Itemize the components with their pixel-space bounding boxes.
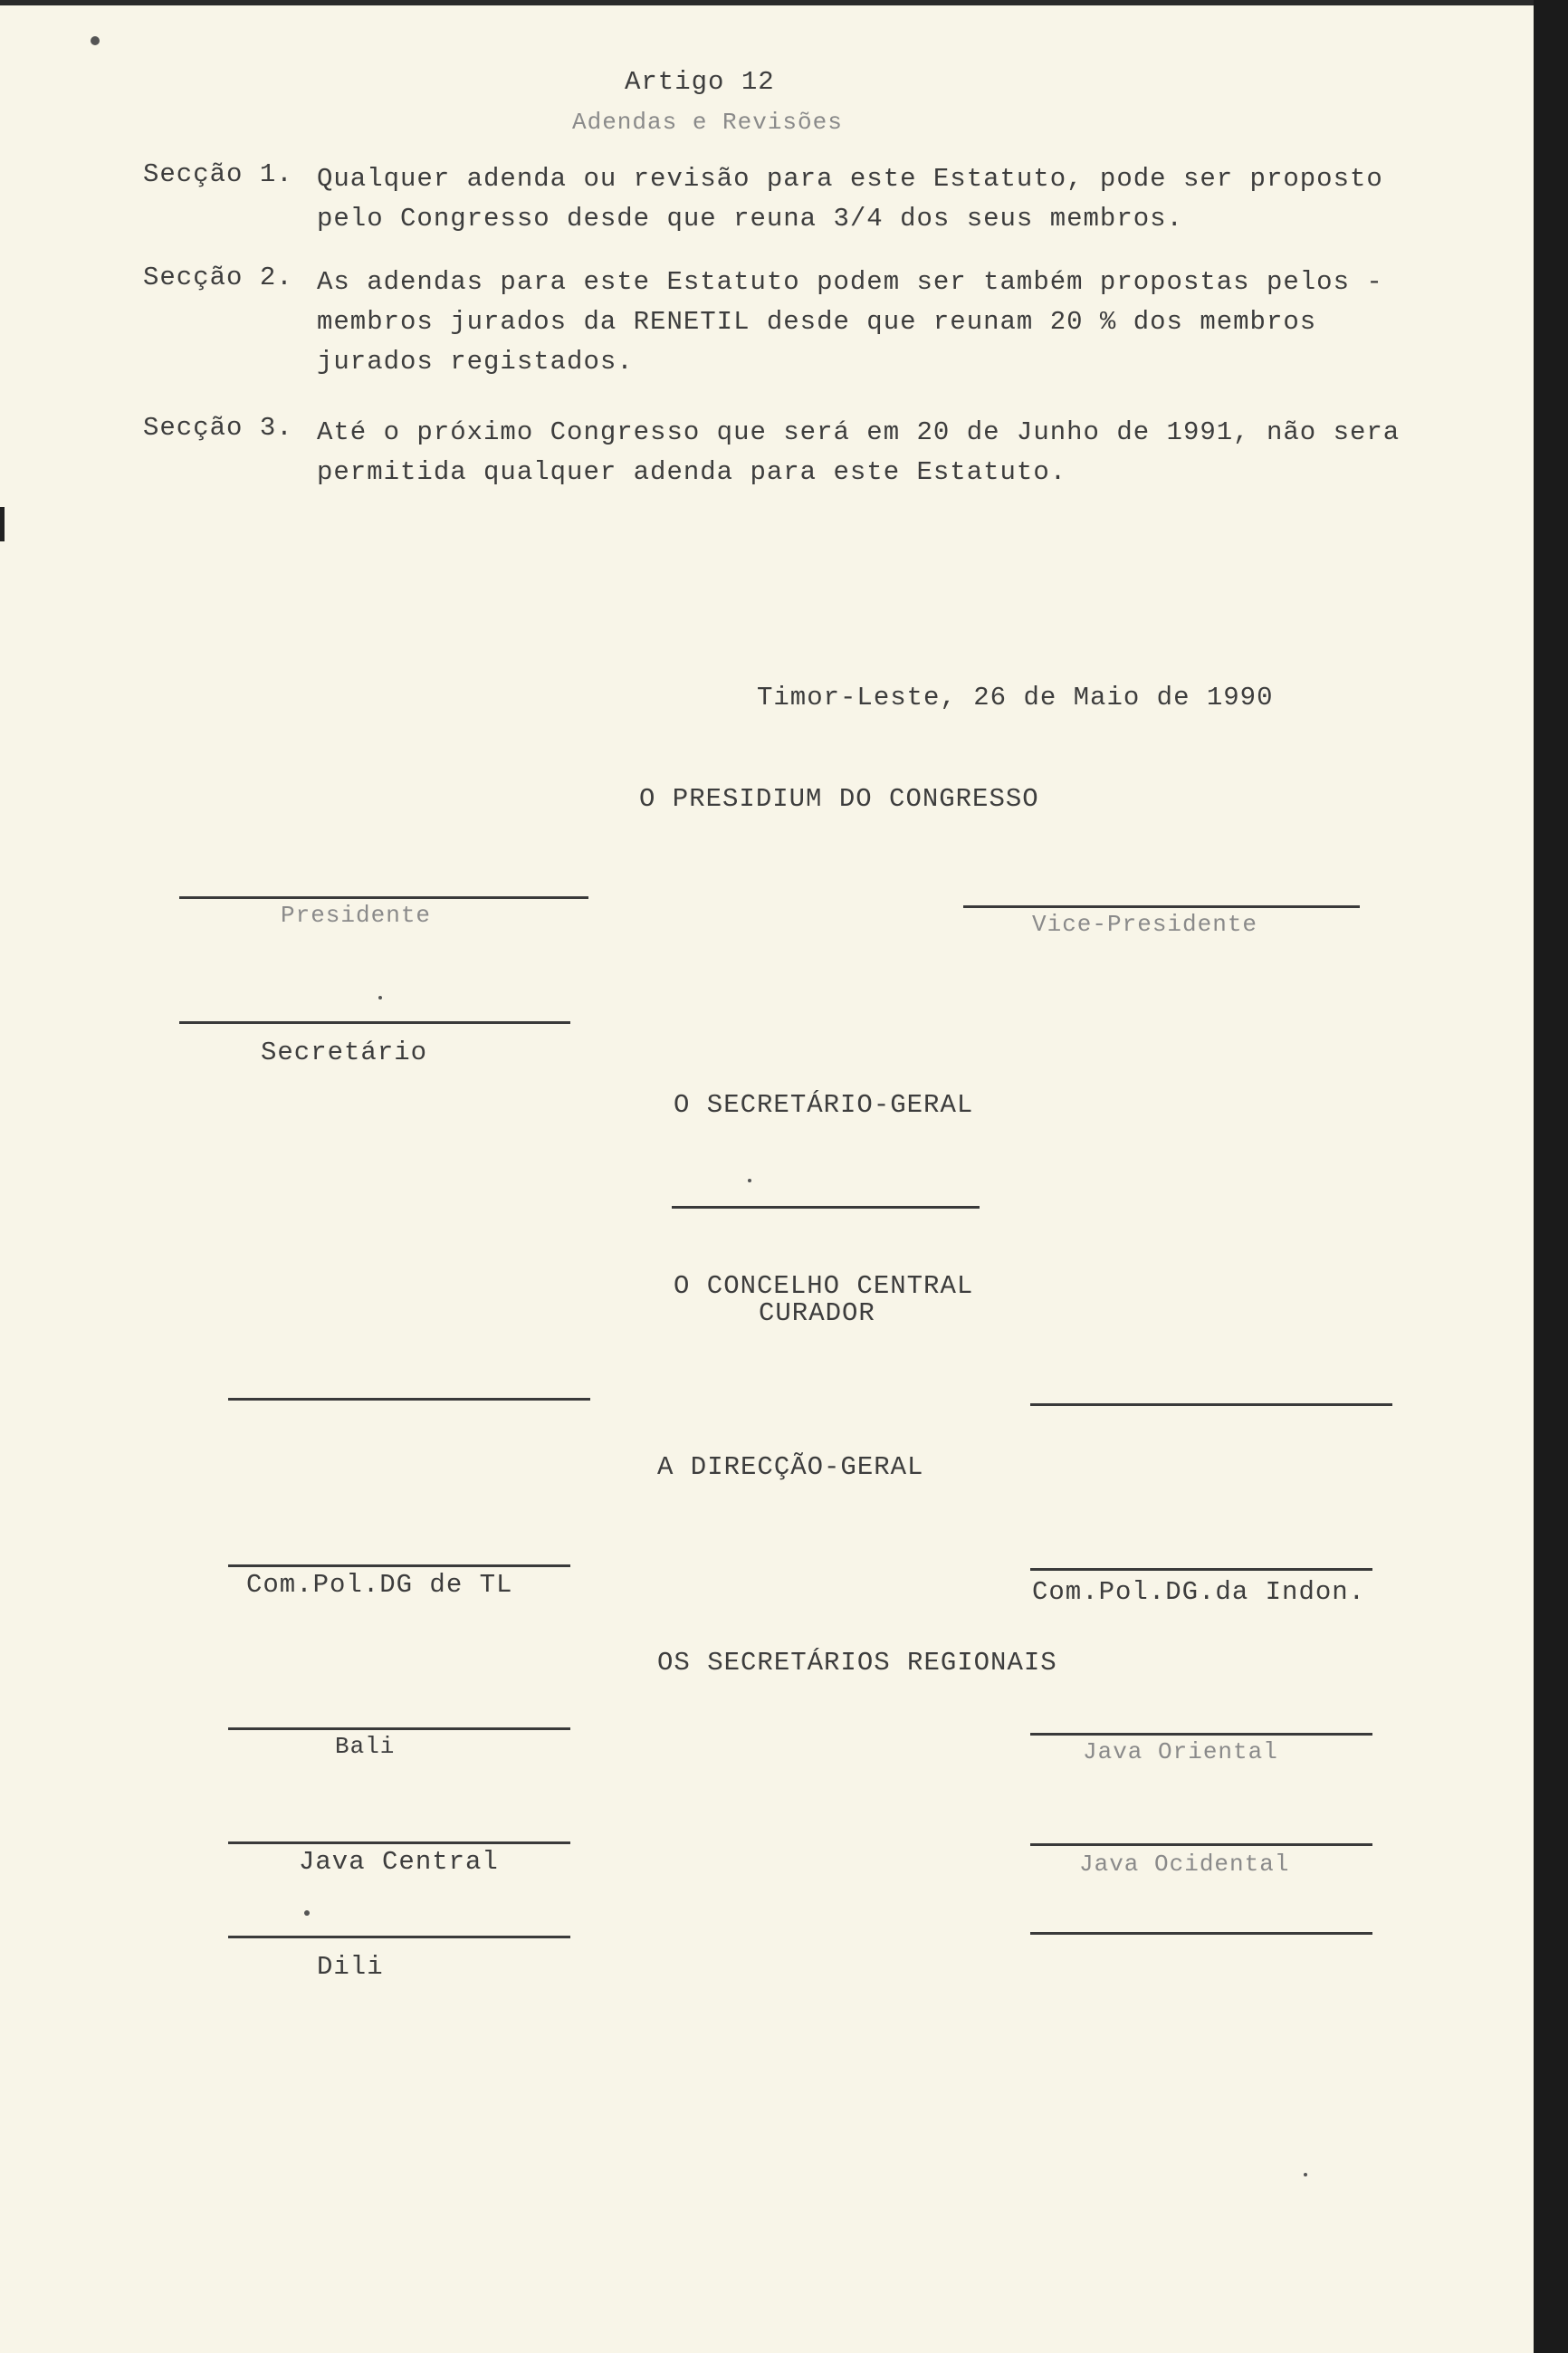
place-date: Timor-Leste, 26 de Maio de 1990 — [757, 683, 1274, 713]
direction-left-label: Com.Pol.DG de TL — [246, 1570, 513, 1600]
scan-speck — [748, 1179, 751, 1182]
java-central-label: Java Central — [299, 1847, 499, 1877]
dili-label: Dili — [317, 1952, 384, 1982]
scan-speck — [1304, 2173, 1307, 2176]
presidium-heading: O PRESIDIUM DO CONGRESSO — [639, 784, 1039, 814]
secretary-general-heading: O SECRETÁRIO-GERAL — [674, 1090, 974, 1120]
scan-speck — [378, 996, 382, 1000]
president-label: Presidente — [281, 902, 432, 929]
direction-right-signature-line — [1030, 1568, 1372, 1571]
section-2-text: As adendas para este Estatuto podem ser também propostas pelos - membros jurados da RENETIL desde que reunam 20 % dos membros jurados registados. — [317, 267, 1383, 377]
section-3-text: Até o próximo Congresso que será em 20 de Junho de 1991, não sera permitida qualquer adenda para este Estatuto. — [317, 417, 1401, 487]
vice-president-signature-line — [963, 905, 1360, 908]
council-left-signature-line — [228, 1398, 590, 1401]
council-heading-line1: O CONCELHO CENTRAL — [674, 1271, 974, 1301]
java-ocidental-label: Java Ocidental — [1079, 1851, 1290, 1878]
scan-right-edge — [1534, 0, 1568, 2353]
article-title: Artigo 12 — [625, 67, 775, 97]
council-right-signature-line — [1030, 1403, 1392, 1406]
regional-heading: OS SECRETÁRIOS REGIONAIS — [657, 1648, 1057, 1678]
section-1-label: Secção 1. — [143, 159, 293, 189]
direction-left-signature-line — [228, 1564, 570, 1567]
bali-signature-line — [228, 1727, 570, 1730]
direction-right-label: Com.Pol.DG.da Indon. — [1032, 1577, 1366, 1607]
scan-speck — [91, 36, 100, 45]
secretary-signature-line — [179, 1021, 570, 1024]
java-central-signature-line — [228, 1841, 570, 1844]
scan-speck — [304, 1910, 310, 1916]
blank-right-signature-line — [1030, 1932, 1372, 1935]
section-3-label: Secção 3. — [143, 413, 293, 443]
president-signature-line — [179, 896, 588, 899]
java-ocidental-signature-line — [1030, 1843, 1372, 1846]
secretary-general-signature-line — [672, 1206, 980, 1209]
section-2-label: Secção 2. — [143, 263, 293, 292]
vice-president-label: Vice-Presidente — [1032, 911, 1258, 938]
direction-heading: A DIRECÇÃO-GERAL — [657, 1452, 924, 1482]
section-1-text: Qualquer adenda ou revisão para este Estatuto, pode ser proposto pelo Congresso desde que reuna 3/4 dos seus membros. — [317, 164, 1383, 234]
bali-label: Bali — [335, 1733, 396, 1760]
scan-top-edge — [0, 0, 1568, 5]
java-oriental-label: Java Oriental — [1083, 1738, 1278, 1765]
dili-signature-line — [228, 1936, 570, 1938]
secretary-label: Secretário — [261, 1038, 428, 1067]
scan-left-mark — [0, 507, 5, 541]
council-heading-line2: CURADOR — [759, 1298, 875, 1328]
java-oriental-signature-line — [1030, 1733, 1372, 1736]
article-subtitle: Adendas e Revisões — [572, 109, 843, 136]
